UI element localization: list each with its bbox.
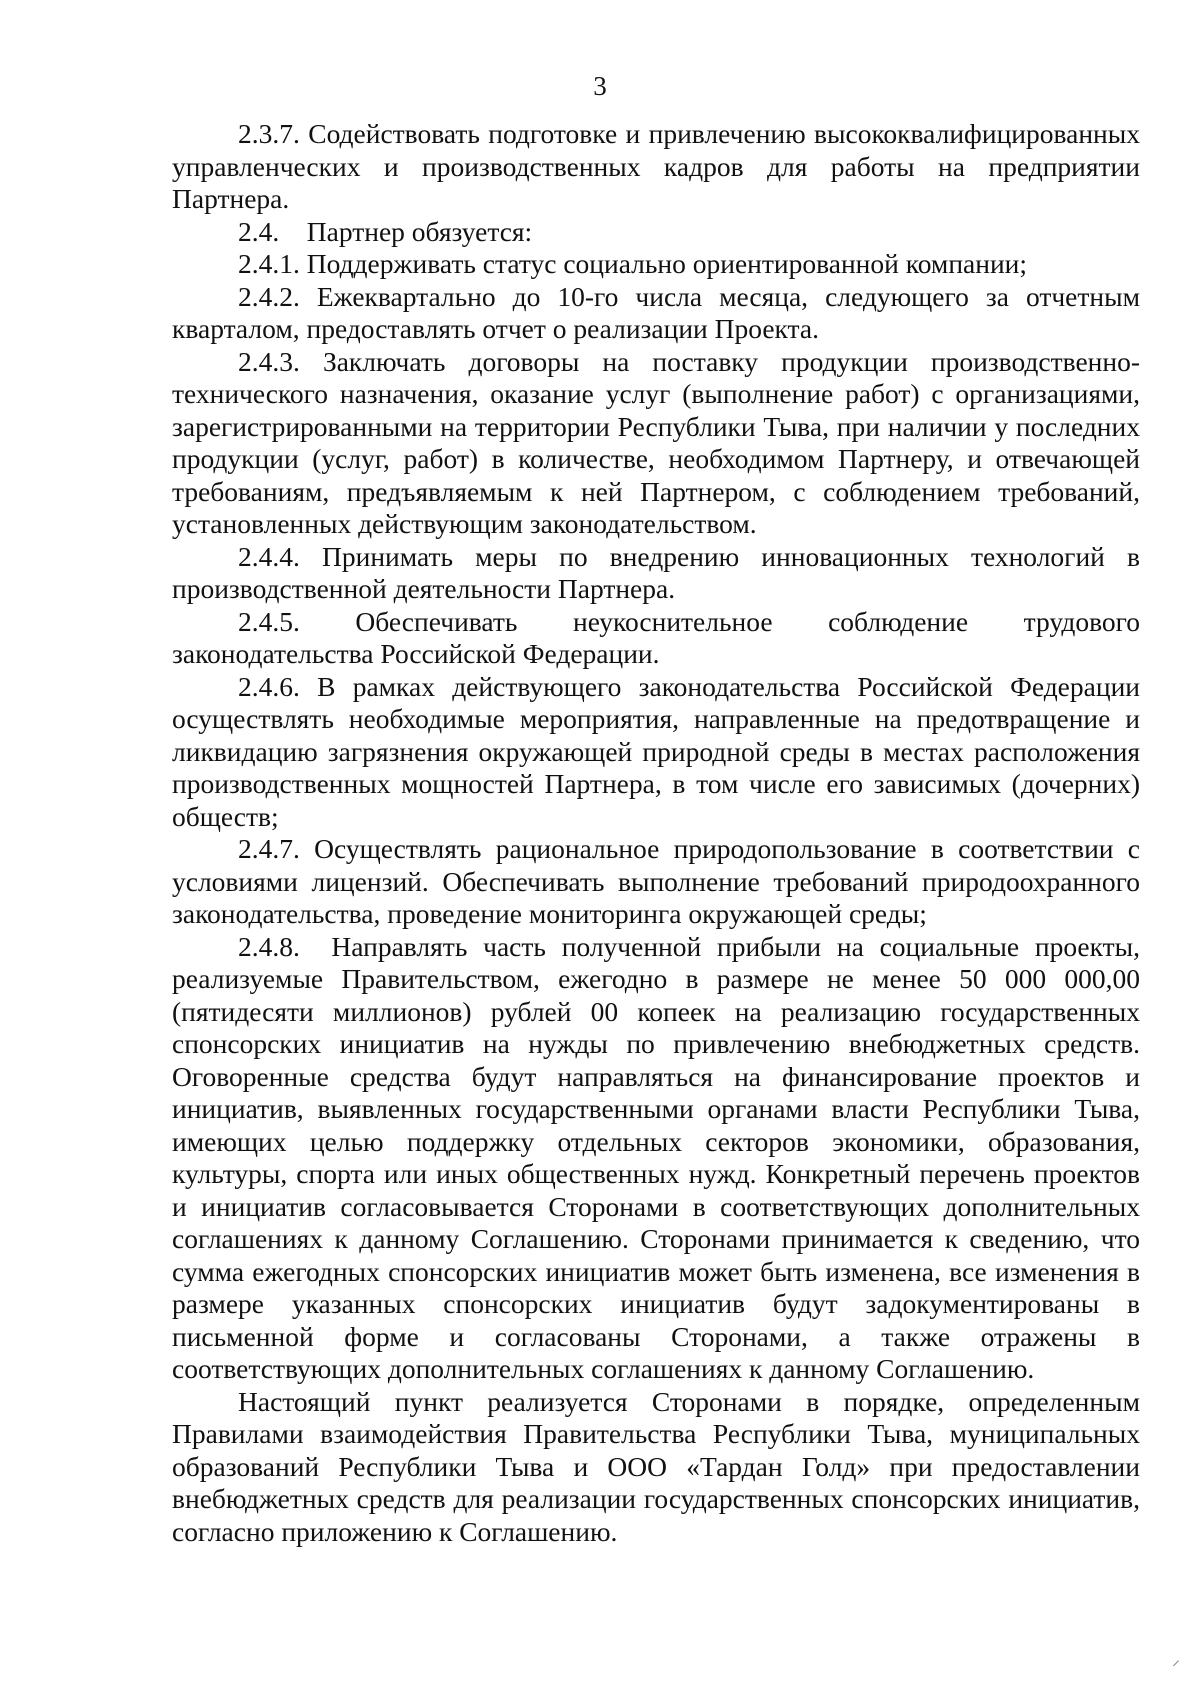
corner-scan-mark: ⸝ bbox=[1172, 1652, 1181, 1669]
paragraph-2-3-7: 2.3.7. Содействовать подготовке и привлечению высококвалифицированных управленческих и производственных кадров для работы на предприятии Партнера. bbox=[172, 118, 1140, 214]
paragraph-2-4: 2.4. Партнер обязуется: bbox=[238, 215, 533, 247]
paragraph-implementation-note: Настоящий пункт реализуется Сторонами в порядке, определенным Правилами взаимодействия Правительства Республики Тыва, муниципальных образований Республики Тыва и ООО «Тардан Голд» при предоставлении внебюджетных средств для реализации государственных спонсорских инициатив, согласно приложению к Соглашению. bbox=[172, 1385, 1140, 1547]
paragraph-2-4-8: 2.4.8. Направлять часть полученной прибыли на социальные проекты, реализуемые Правительством, ежегодно в размере не менее 50 000 000,00 (пятидесяти миллионов) рублей 00 копеек на реализацию государственных спонсорских инициатив на нужды по привлечению внебюджетных средств. Оговоренные средства будут направляться на финансирование проектов и инициатив, выявленных государственными органами власти Республики Тыва, имеющих целью поддержку отдельных секторов экономики, образования, культуры, спорта или иных общественных нужд. Конкретный перечень проектов и инициатив согласовывается Сторонами в соответствующих дополнительных соглашениях к данному Соглашению. Сторонами принимается к сведению, что сумма ежегодных спонсорских инициатив может быть изменена, все изменения в размере указанных спонсорских инициатив будут задокументированы в письменной форме и согласованы Сторонами, а также отражены в соответствующих дополнительных соглашениях к данному Соглашению. bbox=[172, 930, 1147, 1384]
paragraph-2-4-6: 2.4.6. В рамках действующего законодательства Российской Федерации осуществлять необходимые мероприятия, направленные на предотвращение и ликвидацию загрязнения окружающей природной среды в местах расположения производственных мощностей Партнера, в том числе его зависимых (дочерних) обществ; bbox=[172, 670, 1140, 832]
paragraph-2-4-1: 2.4.1. Поддерживать статус социально ориентированной компании; bbox=[238, 248, 1028, 279]
paragraph-2-4-3: 2.4.3. Заключать договоры на поставку продукции производственно-технического назначения, оказание услуг (выполнение работ) с организациями, зарегистрированными на территории Республики Тыва, при наличии у последних продукции (услуг, работ) в количестве, необходимом Партнеру, и отвечающей требованиям, предъявляемым к ней Партнером, с соблюдением требований, установленных действующим законодательством. bbox=[172, 345, 1140, 539]
paragraph-2-4-2: 2.4.2. Ежеквартально до 10-го числа месяца, следующего за отчетным кварталом, предоставлять отчет о реализации Проекта. bbox=[172, 280, 1140, 344]
paragraph-2-4-5: 2.4.5. Обеспечивать неукоснительное соблюдение трудового законодательства Российской Федерации. bbox=[172, 605, 1140, 669]
paragraph-2-4-7: 2.4.7. Осуществлять рациональное природопользование в соответствии с условиями лицензий. Обеспечивать выполнение требований природоохранного законодательства, проведение мониторинга окружающей среды; bbox=[172, 833, 1140, 929]
paragraph-2-4-4: 2.4.4. Принимать меры по внедрению инновационных технологий в производственной деятельности Партнера. bbox=[172, 540, 1140, 604]
page-number: 3 bbox=[593, 71, 607, 101]
document-body bbox=[172, 118, 1147, 1548]
